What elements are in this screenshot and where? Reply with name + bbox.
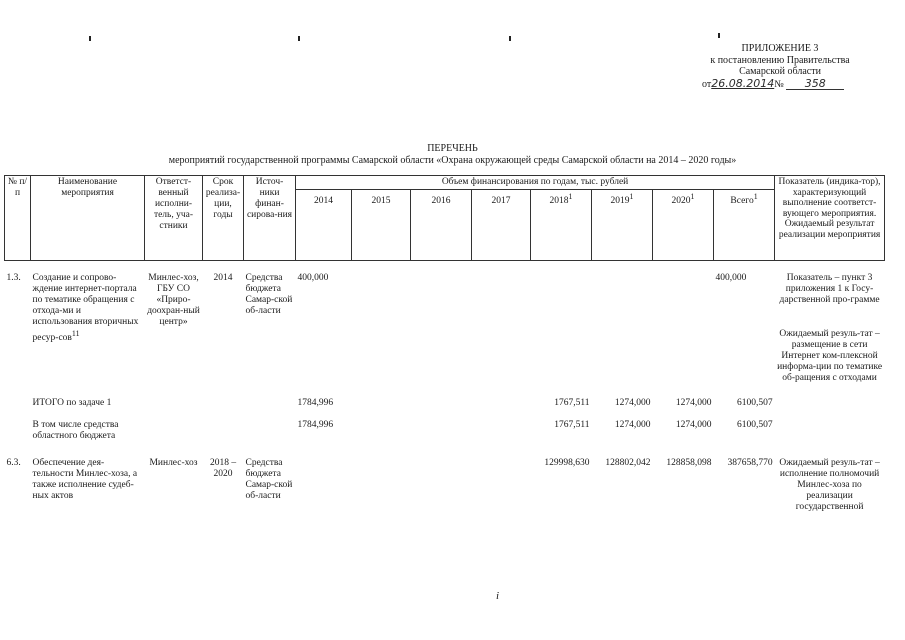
row-num xyxy=(5,409,31,442)
date-prefix: от xyxy=(702,78,712,90)
row-num: 6.3. xyxy=(6,458,21,468)
cell-value xyxy=(411,261,472,385)
header-year: 2015 xyxy=(352,190,411,261)
appendix-header xyxy=(700,43,860,90)
cell-value: 1274,000 xyxy=(614,398,651,408)
title-subheading: мероприятий государственной программы Самарской области «Охрана окружающей среды Самарской области на 2014 – 2020 годы» xyxy=(168,155,737,166)
cell-value xyxy=(653,261,714,385)
row-num: 1.3. xyxy=(6,273,21,283)
header-year: 2014 xyxy=(296,190,352,261)
table-row xyxy=(5,261,885,385)
row-responsible xyxy=(145,384,203,409)
expected-result-text: Ожидаемый резуль-тат – размещение в сети Интернет ком-плексной информа-ции по тематике об-ращения с отходами xyxy=(777,329,883,383)
scan-mark xyxy=(718,33,720,38)
table-row xyxy=(5,442,885,513)
cell-total: 6100,507 xyxy=(736,398,773,408)
row-indicator xyxy=(775,409,885,442)
measures-table xyxy=(4,175,885,513)
row-responsible: Минлес-хоз, ГБУ СО «Приро-доохран-ный центр» xyxy=(147,273,200,327)
cell-value xyxy=(472,409,531,442)
cell-value xyxy=(352,384,411,409)
cell-value xyxy=(411,384,472,409)
cell-value: 1767,511 xyxy=(554,420,590,430)
scan-artifact-mark: i xyxy=(496,590,500,602)
cell-value xyxy=(352,442,411,513)
row-source: Средства бюджета Самар-ской об-ласти xyxy=(245,458,293,501)
row-responsible xyxy=(145,409,203,442)
cell-value xyxy=(592,261,653,385)
cell-total: 387658,770 xyxy=(727,458,773,468)
cell-value xyxy=(411,442,472,513)
appendix-title: ПРИЛОЖЕНИЕ 3 xyxy=(741,43,819,54)
row-term xyxy=(203,384,244,409)
header-responsible: Ответст-венный исполни-тель, уча-стники xyxy=(145,176,203,261)
header-term: Срок реализа-ции, годы xyxy=(203,176,244,261)
cell-value: 1274,000 xyxy=(675,398,712,408)
cell-value: 129998,630 xyxy=(544,458,590,468)
header-source: Источ-ники финан-сирова-ния xyxy=(244,176,296,261)
cell-value xyxy=(352,409,411,442)
row-indicator: Ожидаемый резуль-тат – исполнение полномочий Минлес-хоза по реализации государственной xyxy=(779,458,880,512)
cell-value xyxy=(472,384,531,409)
header-funding: Объем финансирования по годам, тыс. рублей xyxy=(296,176,775,190)
cell-value xyxy=(472,442,531,513)
cell-value: 1274,000 xyxy=(614,420,651,430)
row-source: Средства бюджета Самар-ской об-ласти xyxy=(245,273,293,316)
cell-value: 128802,042 xyxy=(605,458,651,468)
number-prefix: № xyxy=(774,78,784,90)
table-row xyxy=(5,384,885,409)
title-heading: ПЕРЕЧЕНЬ xyxy=(427,143,478,154)
cell-value: 1784,996 xyxy=(297,398,334,408)
document-title xyxy=(0,143,905,167)
cell-total: 6100,507 xyxy=(736,420,773,430)
row-indicator xyxy=(775,261,885,385)
cell-value xyxy=(352,261,411,385)
header-num: № п/п xyxy=(5,176,31,261)
handwritten-date: 26.08.2014 xyxy=(711,76,775,90)
scan-mark xyxy=(298,36,300,41)
row-term xyxy=(203,409,244,442)
header-year: 2019$^1$ xyxy=(592,190,653,261)
cell-value: 1767,511 xyxy=(554,398,590,408)
cell-value xyxy=(296,442,352,513)
header-year: 2016 xyxy=(411,190,472,261)
header-name: Наименование мероприятия xyxy=(31,176,145,261)
footnote-mark: 11 xyxy=(71,329,80,338)
cell-value: 1274,000 xyxy=(675,420,712,430)
appendix-date-line xyxy=(700,78,860,91)
row-num xyxy=(5,384,31,409)
scan-mark xyxy=(509,36,511,41)
header-total: Всего$^1$ xyxy=(714,190,775,261)
row-name: ИТОГО по задаче 1 xyxy=(32,398,112,408)
header-year: 2017 xyxy=(472,190,531,261)
header-year: 2020$^1$ xyxy=(653,190,714,261)
row-source xyxy=(244,409,296,442)
cell-value: 1784,996 xyxy=(297,420,334,430)
row-term: 2018 – 2020 xyxy=(209,458,237,479)
row-name: В том числе средства областного бюджета xyxy=(32,420,119,441)
row-responsible: Минлес-хоз xyxy=(149,458,198,468)
row-name: Обеспечение дея-тельности Минлес-хоза, а также исполнение судеб-ных актов xyxy=(32,458,138,501)
appendix-line: к постановлению Правительства xyxy=(710,54,850,66)
scan-mark xyxy=(89,36,91,41)
handwritten-number: 358 xyxy=(786,78,844,91)
table-row xyxy=(5,409,885,442)
indicator-text: Показатель – пункт 3 приложения 1 к Госу-дарственной про-грамме xyxy=(779,273,880,305)
header-year: 2018$^1$ xyxy=(531,190,592,261)
cell-value xyxy=(411,409,472,442)
appendix-line: Самарской области xyxy=(739,66,821,77)
row-indicator xyxy=(775,384,885,409)
cell-value xyxy=(531,261,592,385)
cell-total: 400,000 xyxy=(715,273,747,283)
row-name: Создание и сопрово-ждение интернет-портала по тематике обращения с отхода-ми и использования вторичных ресур-сов$^{11}$ xyxy=(32,273,139,344)
cell-value xyxy=(472,261,531,385)
header-indicator: Показатель (индика-тор), характеризующий выполнение соответст-вующего мероприятия. Ожидаемый результат реализации мероприятия xyxy=(775,176,885,261)
row-term: 2014 xyxy=(213,273,233,283)
cell-value: 128858,098 xyxy=(666,458,712,468)
row-source xyxy=(244,384,296,409)
cell-value: 400,000 xyxy=(297,273,329,283)
